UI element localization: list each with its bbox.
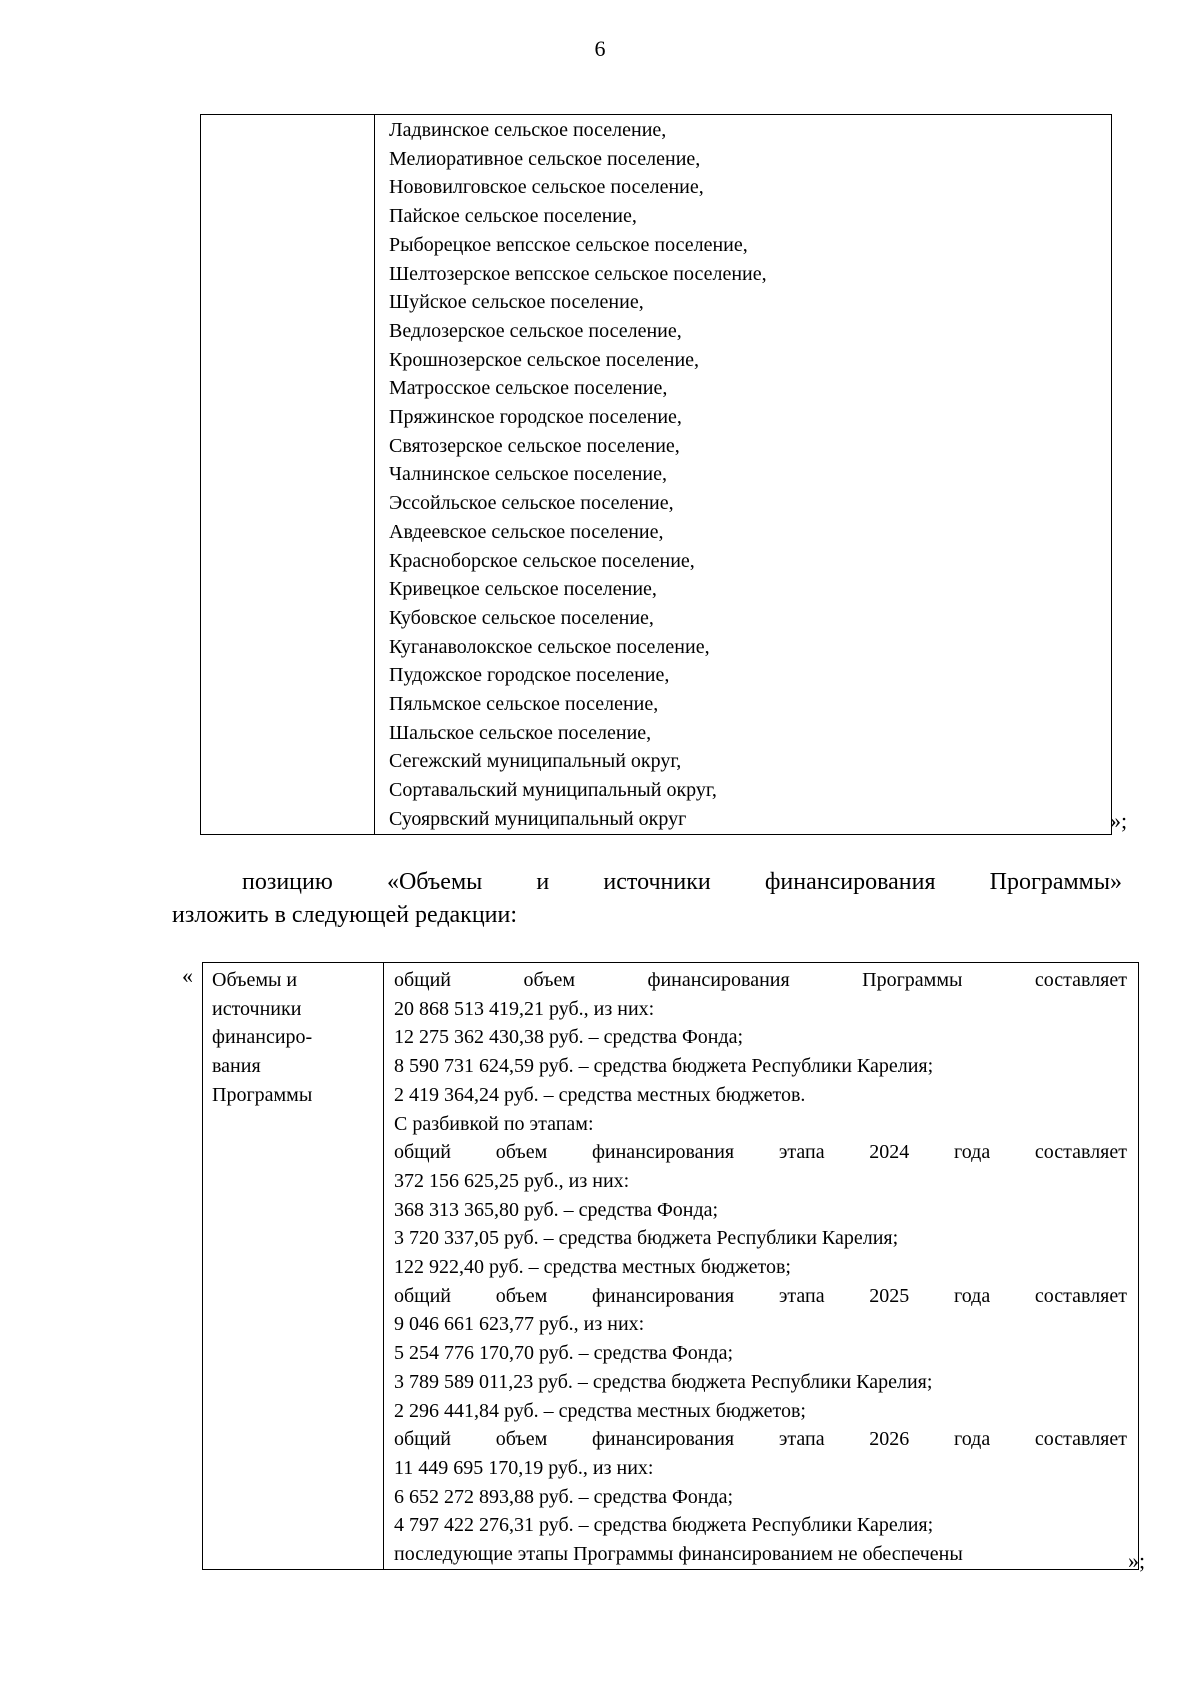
settlement-item: Шальское сельское поселение, [389,721,652,744]
financing-label-line: Объемы и [212,969,298,991]
financing-line: 6 652 272 893,88 руб. – средства Фонда; [394,1485,734,1508]
financing-line: общий объем финансирования этапа 2025 года составляет [394,1284,1127,1307]
settlement-item: Крошнозерское сельское поселение, [389,348,700,371]
financing-line: 8 590 731 624,59 руб. – средства бюджета Республики Карелия; [394,1055,934,1078]
settlement-item: Ведлозерское сельское поселение, [389,319,682,342]
settlement-item: Святозерское сельское поселение, [389,434,680,457]
financing-line: 5 254 776 170,70 руб. – средства Фонда; [394,1342,734,1365]
settlements-list-cell [375,115,1112,835]
closing-quote: »; [1110,808,1128,833]
settlement-item: Пряжинское городское поселение, [389,406,682,429]
financing-line: 2 419 364,24 руб. – средства местных бюджетов. [394,1083,806,1106]
settlements-table [200,114,1112,835]
financing-line: общий объем финансирования Программы составляет [394,969,1127,991]
settlement-item: Рыборецкое вепсское сельское поселение, [389,233,748,256]
settlement-item: Шелтозерское вепсское сельское поселение, [389,262,767,285]
closing-quote: »; [1128,1548,1146,1573]
page-number: 6 [594,36,606,61]
settlement-item: Матросское сельское поселение, [389,377,668,400]
settlement-item: Красноборское сельское поселение, [389,549,695,572]
financing-label-cell [203,963,384,1570]
financing-label-line: вания [212,1055,261,1078]
financing-line: 20 868 513 419,21 руб., из них: [394,997,655,1020]
settlement-item: Мелиоративное сельское поселение, [389,147,701,170]
financing-line: общий объем финансирования этапа 2026 года составляет [394,1428,1127,1451]
settlement-item: Сортавальский муниципальный округ, [389,779,717,802]
settlement-item: Авдеевское сельское поселение, [389,520,664,543]
financing-label-line: Программы [212,1083,313,1106]
paragraph-line: изложить в следующей редакции: [172,902,518,928]
financing-line: 122 922,40 руб. – средства местных бюджетов; [394,1256,791,1279]
financing-table [202,962,1139,1570]
settlement-item: Чалнинское сельское поселение, [389,463,667,486]
financing-line: 372 156 625,25 руб., из них: [394,1169,630,1192]
financing-line: 11 449 695 170,19 руб., из них: [394,1456,654,1479]
financing-details-cell [384,963,1139,1570]
financing-label-line: финансиро- [212,1026,313,1049]
settlement-item: Сегежский муниципальный округ, [389,750,682,773]
financing-line: общий объем финансирования этапа 2024 года составляет [394,1141,1127,1164]
financing-line: 368 313 365,80 руб. – средства Фонда; [394,1198,719,1221]
settlement-item: Суоярвский муниципальный округ [389,807,687,830]
settlement-item: Шуйское сельское поселение, [389,291,644,314]
financing-label-line: источники [212,997,302,1020]
settlement-item: Ладвинское сельское поселение, [389,119,667,141]
financing-line: 2 296 441,84 руб. – средства местных бюджетов; [394,1399,806,1422]
opening-quote: « [182,963,193,988]
paragraph-line: позицию «Объемы и источники финансирования Программы» [242,869,1122,895]
settlement-item: Пяльмское сельское поселение, [389,693,659,716]
settlement-item: Эссойльское сельское поселение, [389,492,674,515]
settlement-item: Кривецкое сельское поселение, [389,578,657,601]
financing-line: 4 797 422 276,31 руб. – средства бюджета Республики Карелия; [394,1514,934,1537]
settlement-item: Пудожское городское поселение, [389,664,670,687]
settlement-item: Нововилговское сельское поселение, [389,176,704,199]
financing-line: 12 275 362 430,38 руб. – средства Фонда; [394,1026,744,1049]
financing-line: 3 720 337,05 руб. – средства бюджета Республики Карелия; [394,1227,899,1250]
financing-line: С разбивкой по этапам: [394,1112,594,1135]
financing-line: 9 046 661 623,77 руб., из них: [394,1313,645,1336]
financing-line: последующие этапы Программы финансированием не обеспечены [394,1543,963,1566]
settlement-item: Куганаволокское сельское поселение, [389,635,710,658]
settlement-item: Пайское сельское поселение, [389,205,637,228]
settlements-table-empty-cell [201,115,375,835]
settlement-item: Кубовское сельское поселение, [389,606,654,629]
financing-line: 3 789 589 011,23 руб. – средства бюджета Республики Карелия; [394,1370,933,1393]
